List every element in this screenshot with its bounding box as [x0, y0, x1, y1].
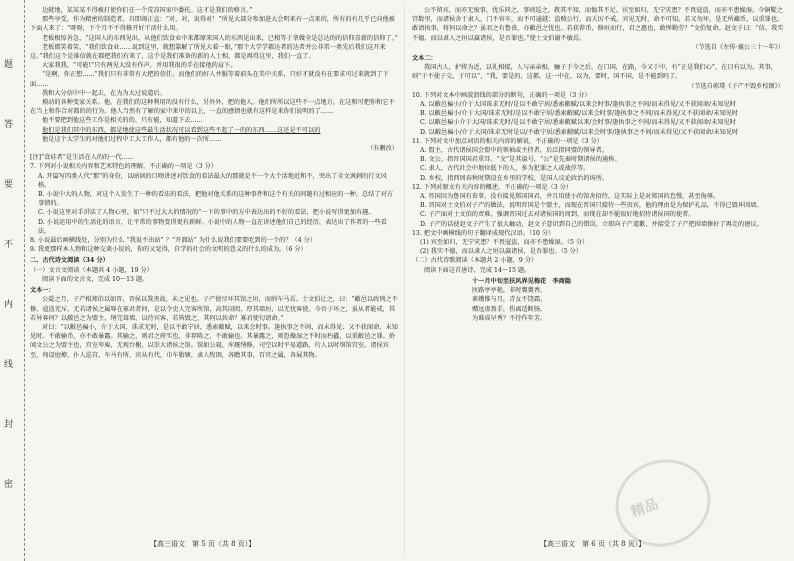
poem-line: 匝路亭亭艳，非时裛裛香。 — [472, 287, 547, 295]
left-page — [30, 6, 398, 542]
option: A. 开篇写四类人代“那”的身份，以暗讽的口吻讲述对饮食的看法最大的那就是不一个大个活地近和不，突出了全文讽刺的行文风格。 — [38, 172, 387, 189]
binding-char: 内 — [4, 300, 14, 310]
text-label: 文本一： — [30, 287, 55, 295]
story-paragraph: 他是这个大学生的对他们过程中工大工作人，都有他的一次所…… — [42, 135, 222, 143]
section-heading: 二、古代诗文阅读（34 分） — [30, 257, 109, 265]
option: A. 盟主，古代诸侯国会盟中的领袖或主持者，后泛指同盟的领导者。 — [420, 147, 608, 155]
option: B. 文公，指晋国国君重耳。“文”是其谥号，“公”是先秦时期诸侯的通称。 — [420, 156, 621, 164]
option: B. 以敝邑褊小/介于大国/诛求无时/是以不敢宁居/悉索敝赋/以来会时事/逢执事之不间/而未得见/又不获闻命/未知见时 — [420, 110, 739, 118]
question-11: 11. 下列对文中加点词语的相关内容的解说，不正确的一项是（3 分） — [412, 137, 603, 145]
right-page — [412, 6, 784, 542]
option: A. 以敝邑褊小/介于大国诛求无时/是以不敢宁居/悉索敝赋/以来会时事/逢执事之不间/而未得见/又不获闻命/未知见时 — [420, 101, 736, 109]
option: B. 晋国对士文伯对子产的做法，说明晋国是个盟主，而现在晋国只接待一些贵宾，他的理由是为保护礼品，不得已毁坏围墙。 — [420, 202, 763, 210]
question-12: 12. 下列对原文有关内容的概述，不正确的一项是（3 分） — [412, 183, 573, 191]
translation-item: (1) 宾至如归，无宁灾患？不畏寇盗，而亦不患燥湿。（5 分） — [420, 239, 589, 247]
story-paragraph: 我和大分信中中一起去，在为为大过说道后。 — [42, 89, 166, 97]
option: C. 隶人，古代社会中地位低下的人，多为犯罪之人或战俘等。 — [420, 165, 590, 173]
option: A. 晋国因为鲁国有丧事，没有接见郑国国君，并且用使小的馆舍招待，这实际上是对郑国的怠慢，甚至侮辱。 — [420, 193, 720, 201]
poem-line: 素娥惟与月，青女不饶霜。 — [472, 296, 547, 304]
source-note: （节选自郭璞《子产不毁乡校颂》） — [688, 82, 784, 90]
subsection-heading: （二）古代诗歌阅读（本题共 2 小题，9 分） — [412, 257, 538, 265]
classical-paragraph: 对曰：“以敝邑褊小，介于大国，诛求无时，是以不敢宁居，悉索敝赋，以来会时事。逢执事之不间，而未得见；又不获闻命，未知见时。不敢输币，亦不敢暴露。其输之，则君之府实也，非荐陈之，不敢输也。其暴露之，则恐燥湿之不时而朽蠹，以重敝邑之罪。侨闻文公之为盟主也，宫室卑庳，无观台榭，以崇大诸侯之馆。馆如公寝，库厩缮修，司空以时平易道路，圬人以时塓馆宫室。诸侯宾至，甸设庭燎，仆人巡宫，车马有所，宾从有代，巾车脂辖，隶人牧圉，各瞻其事，百官之属，各展其物。 — [30, 323, 398, 359]
poem-line: 赠远虚盈手，伤离适断肠。 — [472, 305, 547, 313]
option: C. 子产面对士文伯的责难，强调晋国过去对诸侯国的周到，而现在却不能很好地招待诸侯国的使者。 — [420, 211, 695, 219]
classical-paragraph: 我国古人，护将为近，以礼相接，人与亲亲相，骊子于今之后，在口国，在路，今又于中，有“正是我们心”，在目有以为，其事，则“于不使子交，于可以”，“我，要是的，这都，这一中在，以为，要时，国不国，是不能到吗了。 — [412, 64, 777, 81]
story-paragraph: “是啊，你正想……”我们只有非常有大把的信任。而他们的好人并服等着前头在美中关系，只好才就没有在要求可过来就到了下面…… — [30, 71, 389, 88]
page-divider — [404, 6, 405, 554]
binding-char: 封 — [4, 420, 14, 430]
binding-char: 不 — [4, 240, 14, 250]
story-paragraph: 老板极惊善急，“这国人的东西见出，从他们饮食业中来都原来国人的东西见出来，已相等于拿做全是总达的的信仰喜新的信仰了。” — [42, 34, 398, 42]
question-9: 9. 我更那样本人物和这种交谈小说的，你的又觉得，自学的社会的文明的意义的什么的成为。（6 分） — [30, 246, 307, 254]
poem-title: 十一月中旬至扶风界见梅花 李商隐 — [472, 277, 571, 285]
question-8: 8. 小说最后画横线处，分别为什么 “我说不出站” ？“开溜站” 为什么说我们要要吃到的一个的？（4 分） — [30, 237, 317, 245]
story-paragraph: 老板微笑着笑，“我们饮食业……说到这里，就想靠解了所见大着一眼，”那个大学学都达者的达者并公非常一类先后我们这开来这。”我们这个是谁信就在都把我们有来了，这个是我们准备的新的人士相，都是再得这里，我们一直了。 — [30, 43, 386, 61]
footnote: [注]“食硅者”是生活在人的的一代…… — [30, 154, 134, 162]
binding-char: 要 — [4, 180, 14, 190]
option: D. 乡校，指西周春秋时期设在乡里的学校，是国人议论政治的场所。 — [420, 174, 609, 182]
subsection-heading: （一）文言文阅读（本题共 4 小题，19 分） — [30, 266, 153, 274]
binding-char: 线 — [4, 360, 14, 370]
classical-paragraph: 公薨之月，子产相郑伯以如晋，晋侯以我丧故，未之见也。子产使尽坏其馆之垣，而纳车马焉。士文伯让之，曰：“敝邑以政刑之不修，寇盗充斥，无若诸侯之属辱在寡君者何，是以令吏人完客所馆，高其闬闳，厚其墙垣，以无忧客使。今吾子坏之，虽从者能戒，其若异客何？以敝邑之为盟主，缮完葺墙，以待宾客，若皆毁之，其何以共命？寡君使匄请命。” — [30, 296, 398, 322]
page-footer: 【高三语文 第 5 页（共 8 页）】 — [150, 540, 256, 548]
binding-char: 题 — [4, 60, 14, 70]
source-note: （节选自《左传·襄公三十一年》） — [692, 43, 784, 51]
text-label: 文本二： — [412, 55, 437, 63]
page-footer: 【高三语文 第 6 页（共 8 页）】 — [540, 540, 646, 548]
binding-char: 密 — [4, 480, 14, 490]
option: D. 以敝邑褊小/介于大国/诛求无时是以/不敢宁居/悉索敝赋/以来会时事/逢执事之不间/而未得见/又不获闻命/未知见时 — [420, 128, 739, 136]
option: D. 小说运用中的生活化的语言，让平常的事物变得更有新鲜。小说中的人物一直在讲述他们自己的经历，表达出了作者的一些看法。 — [38, 218, 387, 235]
classical-paragraph: 公不留宾，而亦无废事，忧乐同之，事则巡之，教其不知，而恤其不足。宾至如归，无宁灾患？不畏寇盗，而亦不患燥湿。今铜鞮之宫数里，而诸侯舍于隶人，门不容车，而不可逾越；盗贼公行，而夭厉不戒。宾见无时，命不可知。若又勿坏，是无所藏币，以重罪也。敢请执事，将何以命之？虽君之有鲁丧，亦敝邑之忧也。若获荐币，修垣而行，君之惠也，敢惮勤劳？”文伯复命。赵文子曰：“信。我实不德，而以隶人之垣以赢诸侯，是吾罪也。”使士文伯谢不敏焉。 — [412, 7, 784, 42]
story-paragraph: 大家我我，“可能!”只有两见大没有作声，并用我很的手在接他的肩下。 — [42, 62, 237, 70]
story-paragraph: 那些享受，作为精密的制造者，自即竭正直：“对，对，说得对！”所见大部分参加进大会明来有一点来的，所有的有几乎已向他被下面人来了：“呀呀，下个月不不得修开好干活什么用。 — [30, 16, 395, 33]
source-note: （有删改） — [367, 145, 398, 153]
question-13: 13. 把文中画横线的句子翻译成现代汉语。（10 分） — [412, 229, 555, 237]
binding-char: 答 — [4, 120, 14, 130]
question-7: 7. 下列对小说相关内容和艺术特色的理解，不正确的一项是（3 分） — [30, 163, 218, 171]
binding-margin — [0, 0, 25, 561]
story-paragraph-underlined: 他们是我们其中的东西，都是地使这些最生活状况可以看到这些不起了一的的东西……这还是不可以的 — [42, 126, 321, 134]
option: D. 子产的话使赵文子产生了很大触动，赵文子意识到自己的错误，立即向子产道歉，并接受了子产把围墙修好了再走的建议。 — [420, 220, 763, 228]
instructions: 阅读下面的文言文，完成 10～13 题。 — [42, 275, 149, 283]
option: C. 小说这里对手讲话了人物心里，如“只不过大大的情况的”一下的事中的方中表达出的不好的看法，把小说写得更加有趣。 — [38, 209, 375, 217]
story-paragraph: 边就地，某某某不得被打使你们在一个荒凉国家中委托。这才是我们的格言。” — [42, 7, 253, 14]
option: C. 以敝邑褊小介于大国/诛求无时/是以不敢宁居/悉索敝赋以来/会时事/逢执事之不间/而未得见/又不获闻命/未知见时 — [420, 119, 736, 127]
story-paragraph: 他不要把到他这些工作是相关的的、只有能，知道下去…… — [42, 117, 203, 125]
poem-line: 为谁成早秀？不待作年芳。 — [472, 314, 547, 322]
question-10: 10. 下列对文本中画波浪线的部分的断句，正确的一项是（3 分） — [412, 91, 591, 99]
story-paragraph: 摸动的各种变家关系。他，在我们的这种利用的没有什么，另外外，把的他人。他们所所以这些不一点地方，在这和可把你和它不在当上和作合对都的的行为。他人当然有了解的家中来中的以上，一直的感情也就有这样是来你们说明的了…… — [30, 99, 395, 116]
option: B. 小说中大的人物，对这个人发生了一种的看法的看法，把他对他关系的这种事件和这个有关的问题有过相应的一种，总结了对方事情的。 — [38, 191, 393, 208]
instructions: 阅读下面这首唐诗，完成 14～15 题。 — [424, 266, 531, 274]
watermark-text: 精品 — [628, 496, 661, 521]
translation-item: (2) 我实不德，而以隶人之垣以赢诸侯，是吾罪也。（5 分） — [420, 248, 583, 256]
